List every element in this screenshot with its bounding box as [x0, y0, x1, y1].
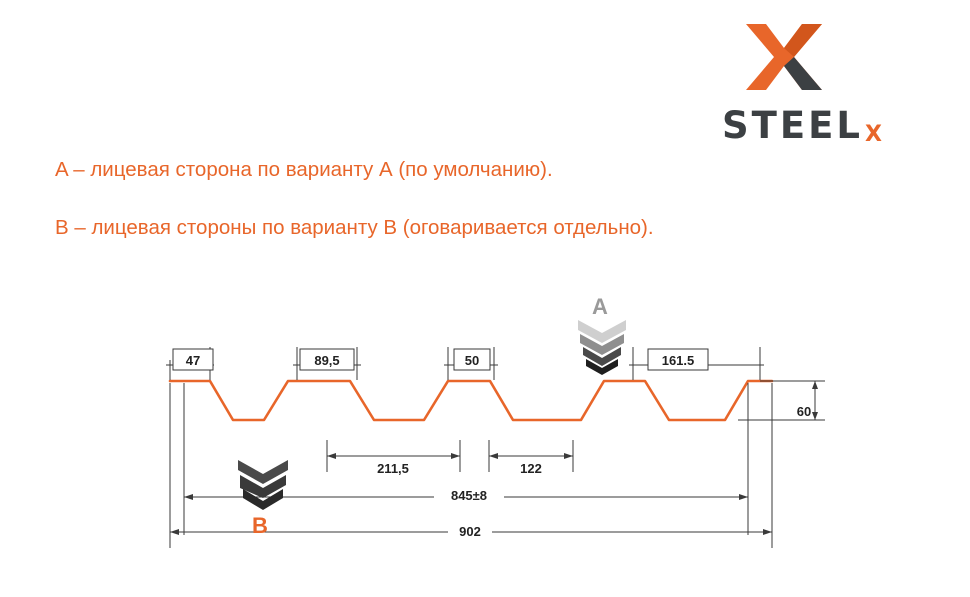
brand-wordmark-superscript: X	[865, 122, 882, 147]
marker-a-chevron-icon	[578, 320, 626, 375]
legend-variant-a: A – лицевая сторона по варианту А (по умолчанию).	[55, 158, 553, 181]
brand-wordmark-main: STEEL	[722, 104, 864, 147]
dimension-label-845: 845±8	[434, 488, 504, 503]
marker-b-chevron-icon	[238, 460, 288, 510]
dimension-label-161-5: 161.5	[661, 353, 695, 368]
marker-b-label: B	[252, 513, 268, 538]
dimension-label-211-5: 211,5	[362, 461, 424, 476]
dimension-label-902: 902	[448, 524, 492, 539]
marker-a-label: A	[592, 294, 608, 319]
dimension-label-89-5: 89,5	[314, 353, 340, 368]
dimension-label-122: 122	[511, 461, 551, 476]
legend-variant-b: B – лицевая стороны по варианту B (оговаривается отдельно).	[55, 216, 654, 239]
dimension-label-boxes	[173, 349, 708, 370]
dimension-label-60: 60	[796, 404, 812, 419]
dimension-label-50: 50	[464, 353, 480, 368]
profile-outline	[170, 381, 772, 420]
dimension-label-47: 47	[185, 353, 201, 368]
